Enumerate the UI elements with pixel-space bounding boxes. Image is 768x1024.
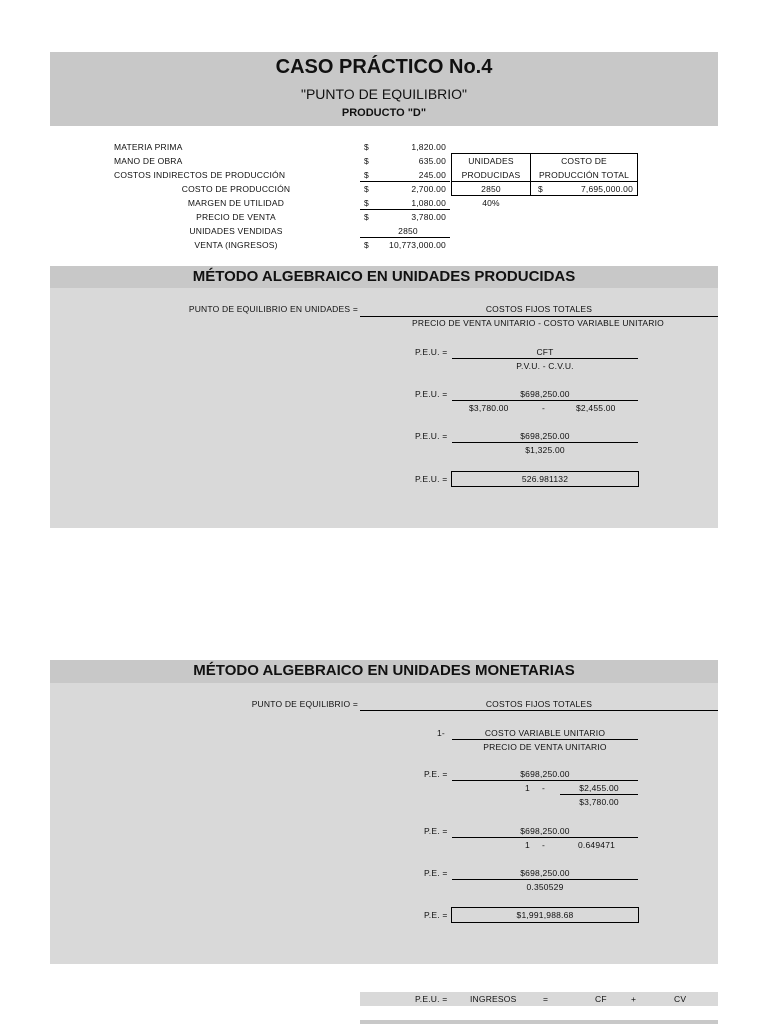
units-formula-denominator: PRECIO DE VENTA UNITARIO - COSTO VARIABLE UNITARIO [412,318,664,328]
pe-step2-op: - [542,840,546,850]
pe-step3-denominator: 0.350529 [526,882,564,892]
footer-ingresos: INGRESOS [470,994,517,1004]
cost-label: MATERIA PRIMA [114,142,183,152]
cost-value: 3,780.00 [411,212,446,222]
footer-cv: CV [674,994,687,1004]
peu-label: P.E.U. = [415,389,448,399]
peu-step2-numerator: $698,250.00 [520,389,570,399]
currency-symbol: $ [364,212,369,222]
fraction-rule [452,780,638,781]
cost-value: 2850 [398,226,418,236]
pe-step1-frac-num: $2,455.00 [579,783,619,793]
cost-label: MARGEN DE UTILIDAD [187,198,285,208]
pe-result: $1,991,988.68 [516,910,574,920]
pe-step1-one: 1 [525,783,530,793]
cost-value: 1,820.00 [411,142,446,152]
money-method-heading: MÉTODO ALGEBRAICO EN UNIDADES MONETARIAS [193,662,575,679]
product-label: PRODUCTO "D" [341,107,427,119]
margin-percent: 40% [482,198,500,208]
money-formula-numerator: COSTOS FIJOS TOTALES [485,699,593,709]
page-subtitle: "PUNTO DE EQUILIBRIO" [300,86,468,102]
peu-label: P.E.U. = [415,431,448,441]
peu-step3-denominator: $1,325.00 [525,445,565,455]
fraction-rule [360,316,718,317]
units-formula-numerator: COSTOS FIJOS TOTALES [485,304,593,314]
fraction-rule [452,442,638,443]
total-header-line1: COSTO DE [561,156,607,166]
total-cost-value: 7,695,000.00 [580,184,633,194]
currency-symbol: $ [364,142,369,152]
currency-symbol: $ [364,170,369,180]
footer-band-2 [360,1020,718,1024]
pe-label: P.E. = [424,868,448,878]
sum-rule [360,237,450,238]
fraction-rule [452,400,638,401]
cost-label: COSTO DE PRODUCCIÓN [181,184,291,194]
currency-symbol: $ [364,240,369,250]
pe-label: P.E. = [424,910,448,920]
pe-step2-one: 1 [525,840,530,850]
sum-rule [360,209,450,210]
pe-label: P.E. = [424,826,448,836]
currency-symbol: $ [364,184,369,194]
pe-label: P.E. = [424,769,448,779]
pe-step1-op: - [542,783,546,793]
units-header-line1: UNIDADES [468,156,514,166]
pe-step2-value: 0.649471 [578,840,616,850]
cost-value: 2,700.00 [411,184,446,194]
currency-symbol: $ [538,184,543,194]
footer-peu: P.E.U. = [415,994,448,1004]
units-produced-value: 2850 [481,184,501,194]
peu-result: 526.981132 [521,474,569,484]
peu-step2-den-op: - [542,403,546,413]
cost-value: 1,080.00 [411,198,446,208]
currency-symbol: $ [364,198,369,208]
units-header-line2: PRODUCIDAS [461,170,521,180]
cost-label: UNIDADES VENDIDAS [189,226,283,236]
footer-equals: = [543,994,549,1004]
currency-symbol: $ [364,156,369,166]
peu-label: P.E.U. = [415,347,448,357]
money-sub-numerator: COSTO VARIABLE UNITARIO [484,728,606,738]
footer-band [360,992,718,1006]
peu-step2-den-b: $2,455.00 [576,403,616,413]
fraction-rule [452,879,638,880]
money-sub-prefix: 1- [437,728,445,738]
cost-value: 10,773,000.00 [389,240,446,250]
peu-label: P.E.U. = [415,474,448,484]
peu-step2-den-a: $3,780.00 [469,403,509,413]
cost-label: PRECIO DE VENTA [196,212,276,222]
total-header-line2: PRODUCCIÓN TOTAL [538,170,630,180]
fraction-rule [452,358,638,359]
fraction-rule [452,739,638,740]
peu-step1-numerator: CFT [536,347,554,357]
money-sub-denominator: PRECIO DE VENTA UNITARIO [483,742,607,752]
cost-value: 635.00 [418,156,446,166]
cost-label: VENTA (INGRESOS) [194,240,278,250]
fraction-rule [360,710,718,711]
pe-step1-frac-den: $3,780.00 [579,797,619,807]
page-title: CASO PRÁCTICO No.4 [275,56,493,78]
money-formula-label: PUNTO DE EQUILIBRIO = [251,699,358,709]
fraction-rule [452,837,638,838]
units-formula-label: PUNTO DE EQUILIBRIO EN UNIDADES = [188,304,358,314]
sum-rule [360,181,450,182]
footer-plus: + [631,994,637,1004]
fraction-rule [560,794,638,795]
cost-label: COSTOS INDIRECTOS DE PRODUCCIÓN [114,170,286,180]
peu-step1-denominator: P.V.U. - C.V.U. [516,361,574,371]
cost-label: MANO DE OBRA [114,156,183,166]
units-method-heading: MÉTODO ALGEBRAICO EN UNIDADES PRODUCIDAS [192,268,576,285]
footer-cf: CF [595,994,607,1004]
pe-step1-numerator: $698,250.00 [520,769,570,779]
pe-step3-numerator: $698,250.00 [520,868,570,878]
cost-value: 245.00 [418,170,446,180]
peu-step3-numerator: $698,250.00 [520,431,570,441]
pe-step2-numerator: $698,250.00 [520,826,570,836]
